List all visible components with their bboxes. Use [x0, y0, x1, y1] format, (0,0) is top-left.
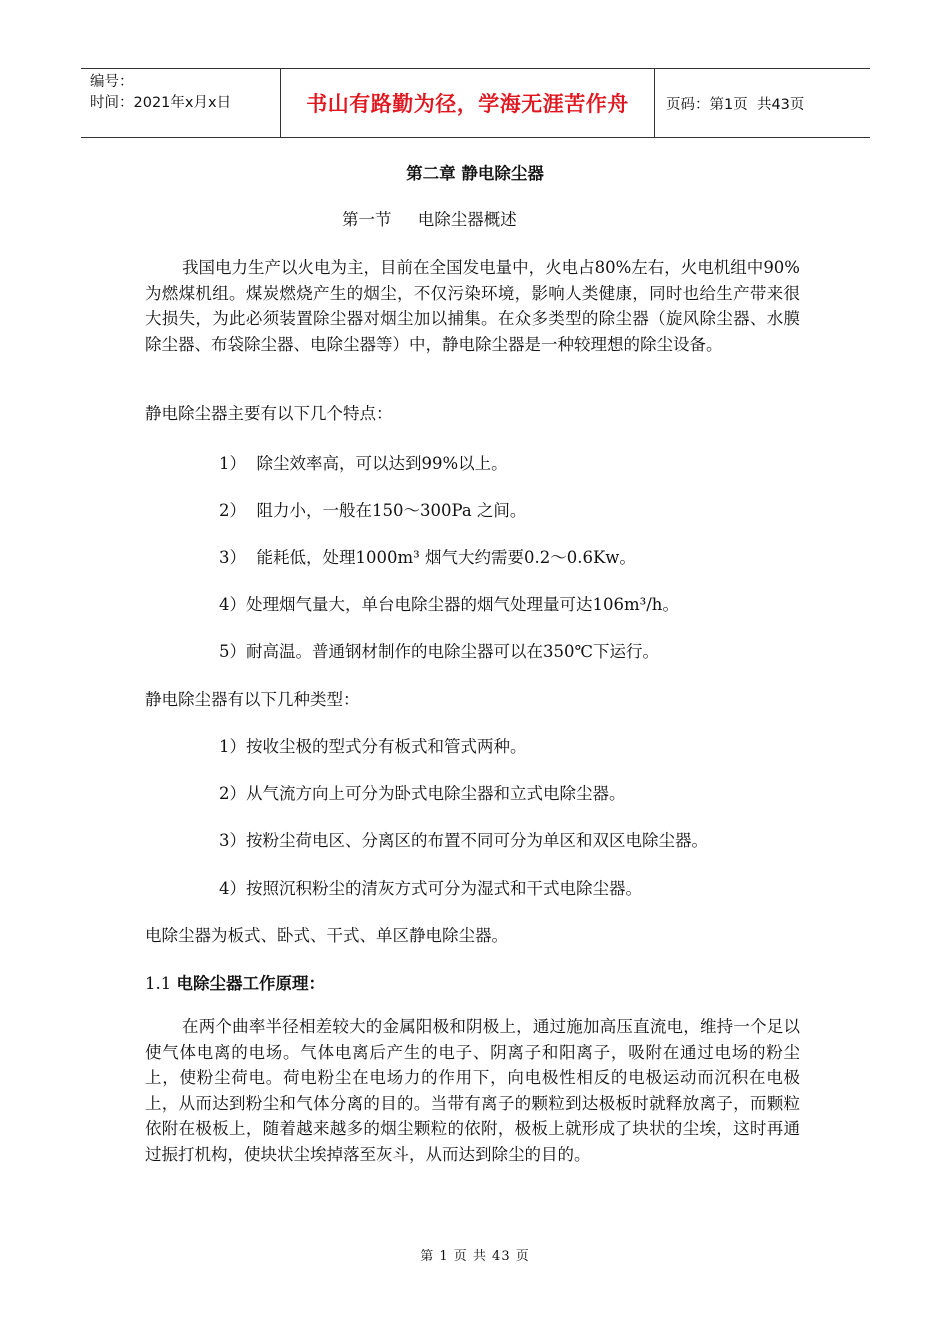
page-header	[81, 68, 870, 138]
principle-paragraph: 在两个曲率半径相差较大的金属阳极和阴极上，通过施加高压直流电，维持一个足以使气体电离的电场。气体电离后产生的电子、阴离子和阳离子，吸附在通过电场的粉尘上，使粉尘荷电。荷电粉尘在电场力的作用下，向电极性相反的电极运动而沉积在电极上，从而达到粉尘和气体分离的目的。当带有离子的颗粒到达极板时就释放离子，而颗粒依附在极板上，随着越来越多的烟尘颗粒的依附，极板上就形成了块状的尘埃，这时再通过振打机构，使块状尘埃掉落至灰斗，从而达到除尘的目的。	[145, 1017, 800, 1164]
header-motto: 书山有路勤为径，学海无涯苦作舟	[281, 69, 655, 137]
chapter-title: 第二章 静电除尘器	[406, 164, 544, 183]
type-item: 1）按收尘极的型式分有板式和管式两种。	[219, 737, 527, 756]
principle-number: 1.1	[145, 974, 177, 993]
header-meta	[81, 69, 281, 137]
header-page-info	[655, 69, 870, 137]
number-label: 编号：	[90, 74, 134, 90]
summary-text: 电除尘器为板式、卧式、干式、单区静电除尘器。	[145, 926, 508, 945]
type-item: 2）从气流方向上可分为卧式电除尘器和立式电除尘器。	[219, 784, 626, 803]
type-item: 4）按照沉积粉尘的清灰方式可分为湿式和干式电除尘器。	[219, 879, 642, 898]
principle-heading	[145, 970, 325, 994]
types-heading: 静电除尘器有以下几种类型：	[145, 690, 360, 709]
feature-item: 2） 阻力小，一般在150～300Pa 之间。	[219, 501, 527, 520]
page-footer: 第 1 页 共 43 页	[420, 1249, 530, 1264]
principle-heading-text: 电除尘器工作原理：	[176, 974, 325, 993]
feature-item: 1） 除尘效率高，可以达到99%以上。	[219, 454, 508, 473]
section-title: 第一节 电除尘器概述	[342, 210, 517, 229]
features-heading: 静电除尘器主要有以下几个特点：	[145, 404, 393, 423]
feature-item: 4）处理烟气量大，单台电除尘器的烟气处理量可达106m³/h。	[219, 595, 679, 614]
intro-paragraph: 我国电力生产以火电为主，目前在全国发电量中，火电占80%左右，火电机组中90%为燃煤机组。煤炭燃烧产生的烟尘，不仅污染环境，影响人类健康，同时也给生产带来很大损失，为此必须装置除尘器对烟尘加以捕集。在众多类型的除尘器（旋风除尘器、水膜除尘器、布袋除尘器、电除尘器等）中，静电除尘器是一种较理想的除尘设备。	[145, 258, 800, 354]
type-item: 3）按粉尘荷电区、分离区的布置不同可分为单区和双区电除尘器。	[219, 831, 708, 850]
feature-item: 3） 能耗低，处理1000m³ 烟气大约需要0.2～0.6Kw。	[219, 548, 636, 567]
page-info-text: 页码：第1页 共43页	[666, 96, 805, 113]
time-label: 时间：2021年x月x日	[90, 95, 232, 111]
feature-item: 5）耐高温。普通钢材制作的电除尘器可以在350℃下运行。	[219, 642, 659, 661]
